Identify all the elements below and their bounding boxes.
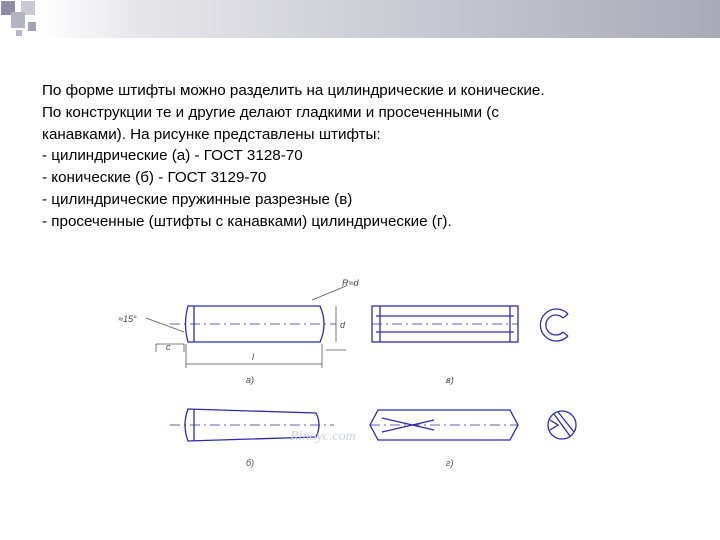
pin-a-cylindrical [170, 306, 336, 342]
label-b: б) [246, 458, 255, 468]
pin-g-cross-section [548, 411, 576, 439]
label-g: г) [446, 458, 454, 468]
decor-square-tiny [16, 30, 22, 36]
text-line-3: канавками). На рисунке представлены штифты: [42, 125, 381, 143]
text-line-1: По форме штифты можно разделить на цилиндрические и конические. [42, 82, 545, 99]
text-line-4: - цилиндрические (а) - ГОСТ 3128-70 [42, 147, 303, 165]
pins-technical-drawing [110, 270, 590, 480]
text-line-7: - просеченные (штифты с канавками) цилиндрические (г). [42, 212, 452, 230]
text-line-5: - конические (б) - ГОСТ 3129-70 [42, 169, 267, 187]
pin-v-spring-split [372, 306, 518, 342]
label-a: а) [246, 375, 255, 385]
text-line-6: - цилиндрические пружинные разрезные (в) [42, 190, 353, 208]
watermark-text: Rinoyc.com [290, 429, 356, 444]
label-v: в) [446, 375, 454, 385]
dim-l-label: l [252, 352, 254, 362]
angle-label: ≈15° [118, 314, 137, 324]
decor-square-medium [11, 12, 25, 28]
pin-g-grooved [370, 410, 518, 440]
dimension-lines [146, 286, 346, 368]
radius-label: R≈d [342, 278, 359, 288]
dim-d-label: d [340, 320, 346, 330]
slide-body-text [42, 80, 702, 233]
dim-c-label: c [166, 342, 171, 352]
pin-v-cross-section [540, 309, 568, 341]
decor-square-small [28, 22, 36, 31]
text-line-2: По конструкции те и другие делают гладкими и просеченными (с [42, 103, 499, 121]
header-bar [0, 0, 720, 38]
